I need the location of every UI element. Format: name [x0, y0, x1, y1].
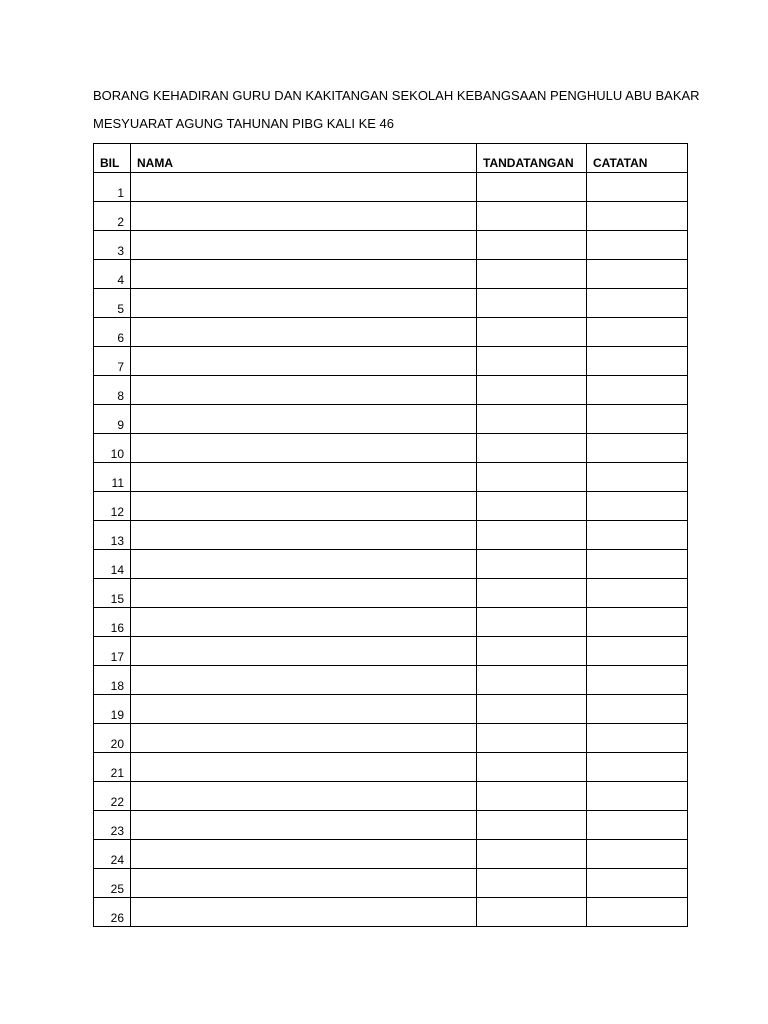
- table-row: [94, 231, 688, 260]
- name-cell[interactable]: [131, 898, 477, 927]
- signature-cell[interactable]: [477, 869, 587, 898]
- table-row: [94, 173, 688, 202]
- row-number: 23: [94, 811, 131, 840]
- notes-cell[interactable]: [587, 173, 688, 202]
- name-cell[interactable]: [131, 434, 477, 463]
- signature-cell[interactable]: [477, 724, 587, 753]
- name-cell[interactable]: [131, 318, 477, 347]
- row-number: 11: [94, 463, 131, 492]
- name-cell[interactable]: [131, 521, 477, 550]
- attendance-table: [93, 143, 688, 927]
- notes-cell[interactable]: [587, 492, 688, 521]
- notes-cell[interactable]: [587, 579, 688, 608]
- signature-cell[interactable]: [477, 434, 587, 463]
- row-number: 20: [94, 724, 131, 753]
- row-number: 15: [94, 579, 131, 608]
- row-number: 9: [94, 405, 131, 434]
- signature-cell[interactable]: [477, 231, 587, 260]
- notes-cell[interactable]: [587, 550, 688, 579]
- notes-cell[interactable]: [587, 608, 688, 637]
- table-row: [94, 521, 688, 550]
- signature-cell[interactable]: [477, 898, 587, 927]
- name-cell[interactable]: [131, 405, 477, 434]
- name-cell[interactable]: [131, 811, 477, 840]
- name-cell[interactable]: [131, 463, 477, 492]
- table-row: [94, 898, 688, 927]
- signature-cell[interactable]: [477, 782, 587, 811]
- form-title: BORANG KEHADIRAN GURU DAN KAKITANGAN SEKOLAH KEBANGSAAN PENGHULU ABU BAKAR: [93, 88, 700, 103]
- table-row: [94, 202, 688, 231]
- signature-cell[interactable]: [477, 695, 587, 724]
- signature-cell[interactable]: [477, 637, 587, 666]
- signature-cell[interactable]: [477, 666, 587, 695]
- table-row: [94, 666, 688, 695]
- row-number: 21: [94, 753, 131, 782]
- name-cell[interactable]: [131, 608, 477, 637]
- row-number: 17: [94, 637, 131, 666]
- table-row: [94, 579, 688, 608]
- signature-cell[interactable]: [477, 579, 587, 608]
- notes-cell[interactable]: [587, 202, 688, 231]
- name-cell[interactable]: [131, 869, 477, 898]
- notes-cell[interactable]: [587, 376, 688, 405]
- table-row: [94, 637, 688, 666]
- table-row: [94, 695, 688, 724]
- signature-cell[interactable]: [477, 173, 587, 202]
- row-number: 2: [94, 202, 131, 231]
- row-number: 14: [94, 550, 131, 579]
- notes-cell[interactable]: [587, 231, 688, 260]
- notes-cell[interactable]: [587, 347, 688, 376]
- name-cell[interactable]: [131, 782, 477, 811]
- name-cell[interactable]: [131, 231, 477, 260]
- signature-cell[interactable]: [477, 318, 587, 347]
- table-row: [94, 405, 688, 434]
- row-number: 26: [94, 898, 131, 927]
- name-cell[interactable]: [131, 695, 477, 724]
- table-row: [94, 811, 688, 840]
- notes-cell[interactable]: [587, 666, 688, 695]
- column-header-catatan: CATATAN: [587, 144, 688, 173]
- row-number: 3: [94, 231, 131, 260]
- name-cell[interactable]: [131, 173, 477, 202]
- notes-cell[interactable]: [587, 811, 688, 840]
- row-number: 7: [94, 347, 131, 376]
- signature-cell[interactable]: [477, 289, 587, 318]
- notes-cell[interactable]: [587, 782, 688, 811]
- notes-cell[interactable]: [587, 434, 688, 463]
- table-row: [94, 492, 688, 521]
- notes-cell[interactable]: [587, 724, 688, 753]
- notes-cell[interactable]: [587, 405, 688, 434]
- notes-cell[interactable]: [587, 753, 688, 782]
- row-number: 4: [94, 260, 131, 289]
- table-body: [94, 173, 688, 927]
- name-cell[interactable]: [131, 347, 477, 376]
- notes-cell[interactable]: [587, 318, 688, 347]
- table-row: [94, 463, 688, 492]
- name-cell[interactable]: [131, 202, 477, 231]
- table-row: [94, 434, 688, 463]
- table-row: [94, 608, 688, 637]
- signature-cell[interactable]: [477, 405, 587, 434]
- signature-cell[interactable]: [477, 550, 587, 579]
- notes-cell[interactable]: [587, 869, 688, 898]
- table-row: [94, 782, 688, 811]
- name-cell[interactable]: [131, 376, 477, 405]
- name-cell[interactable]: [131, 753, 477, 782]
- table-row: [94, 318, 688, 347]
- name-cell[interactable]: [131, 579, 477, 608]
- column-header-bil: BIL: [94, 144, 131, 173]
- name-cell[interactable]: [131, 637, 477, 666]
- signature-cell[interactable]: [477, 260, 587, 289]
- row-number: 18: [94, 666, 131, 695]
- row-number: 10: [94, 434, 131, 463]
- row-number: 5: [94, 289, 131, 318]
- row-number: 6: [94, 318, 131, 347]
- column-header-nama: NAMA: [131, 144, 477, 173]
- signature-cell[interactable]: [477, 521, 587, 550]
- row-number: 19: [94, 695, 131, 724]
- notes-cell[interactable]: [587, 463, 688, 492]
- name-cell[interactable]: [131, 492, 477, 521]
- table-row: [94, 550, 688, 579]
- row-number: 22: [94, 782, 131, 811]
- table-row: [94, 753, 688, 782]
- name-cell[interactable]: [131, 260, 477, 289]
- table-row: [94, 347, 688, 376]
- notes-cell[interactable]: [587, 695, 688, 724]
- notes-cell[interactable]: [587, 289, 688, 318]
- notes-cell[interactable]: [587, 898, 688, 927]
- meeting-subtitle: MESYUARAT AGUNG TAHUNAN PIBG KALI KE 46: [93, 116, 395, 131]
- row-number: 24: [94, 840, 131, 869]
- signature-cell[interactable]: [477, 376, 587, 405]
- row-number: 13: [94, 521, 131, 550]
- signature-cell[interactable]: [477, 753, 587, 782]
- row-number: 16: [94, 608, 131, 637]
- table-row: [94, 724, 688, 753]
- name-cell[interactable]: [131, 666, 477, 695]
- signature-cell[interactable]: [477, 202, 587, 231]
- row-number: 12: [94, 492, 131, 521]
- notes-cell[interactable]: [587, 840, 688, 869]
- table-row: [94, 260, 688, 289]
- table-row: [94, 840, 688, 869]
- table-row: [94, 869, 688, 898]
- signature-cell[interactable]: [477, 347, 587, 376]
- row-number: 1: [94, 173, 131, 202]
- signature-cell[interactable]: [477, 492, 587, 521]
- table-row: [94, 376, 688, 405]
- name-cell[interactable]: [131, 550, 477, 579]
- table-row: [94, 289, 688, 318]
- signature-cell[interactable]: [477, 840, 587, 869]
- signature-cell[interactable]: [477, 608, 587, 637]
- name-cell[interactable]: [131, 289, 477, 318]
- signature-cell[interactable]: [477, 463, 587, 492]
- notes-cell[interactable]: [587, 260, 688, 289]
- row-number: 25: [94, 869, 131, 898]
- name-cell[interactable]: [131, 840, 477, 869]
- column-header-tandatangan: TANDATANGAN: [477, 144, 587, 173]
- row-number: 8: [94, 376, 131, 405]
- name-cell[interactable]: [131, 724, 477, 753]
- table-header-row: [94, 144, 688, 173]
- signature-cell[interactable]: [477, 811, 587, 840]
- notes-cell[interactable]: [587, 521, 688, 550]
- notes-cell[interactable]: [587, 637, 688, 666]
